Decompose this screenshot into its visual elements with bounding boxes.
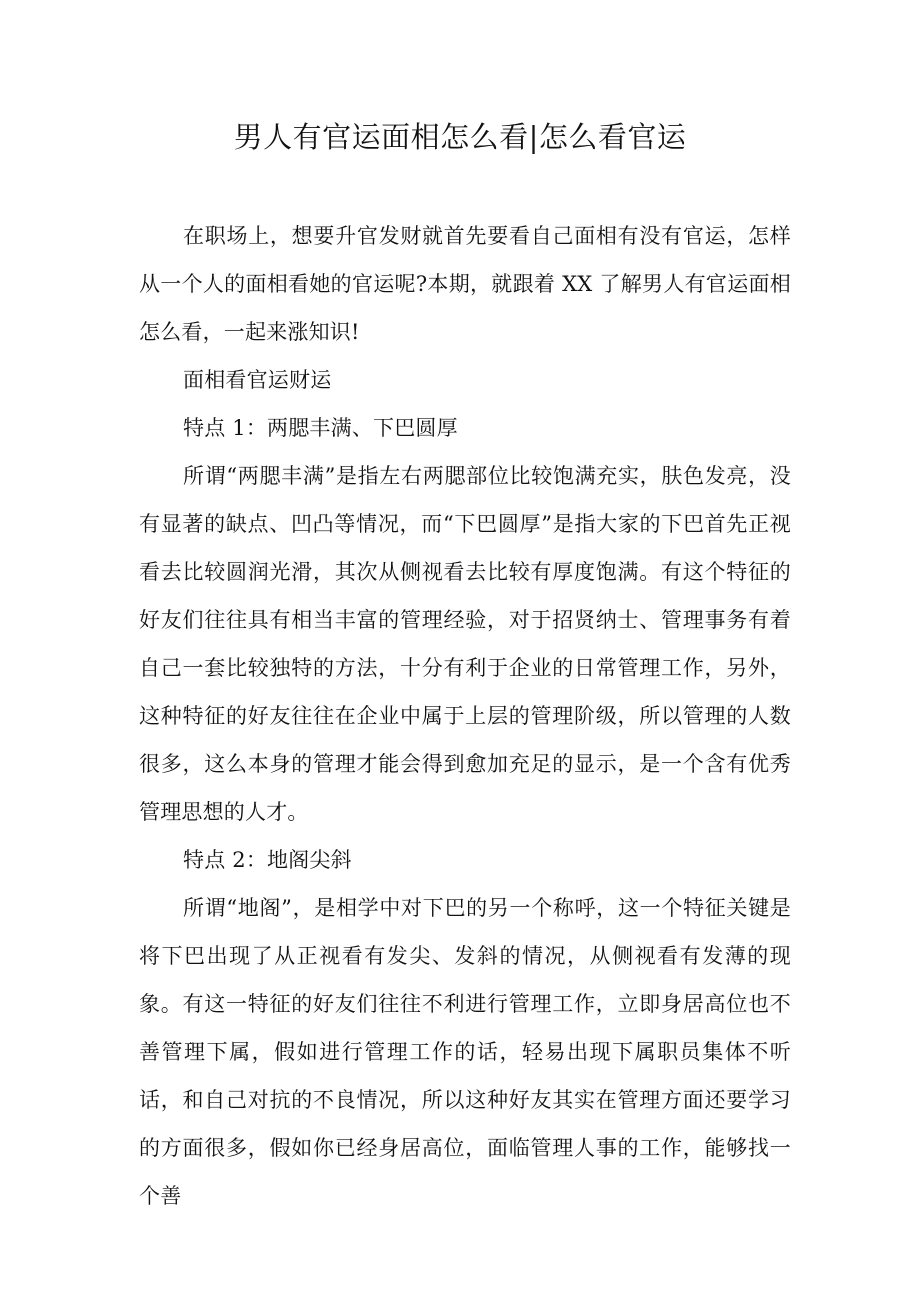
section-heading: 面相看官运财运 [183, 368, 332, 392]
feature-2-heading: 特点 2：地阁尖斜 [183, 848, 352, 872]
feature-1-description: 所谓“两腮丰满”是指左右两腮部位比较饱满充实，肤色发亮，没有显著的缺点、凹凸等情况，而“下巴圆厚”是指大家的下巴首先正视看去比较圆润光滑，其次从侧视看去比较有厚度饱满。有这个特征的好友们往往具有相当丰富的管理经验，对于招贤纳士、管理事务有着自己一套比较独特的方法，十分有利于企业的日常管理工作，另外，这种特征的好友往往在企业中属于上层的管理阶级，所以管理的人数很多，这么本身的管理才能会得到愈加充足的显示，是一个含有优秀管理思想的人才。 [139, 464, 791, 824]
paragraph-intro: 在职场上，想要升官发财就首先要看自己面相有没有官运，怎样从一个人的面相看她的官运呢?本期，就跟着 XX 了解男人有官运面相怎么看，一起来涨知识! [139, 224, 791, 344]
feature-2-description: 所谓“地阁”，是相学中对下巴的另一个称呼，这一个特征关键是将下巴出现了从正视看有发尖、发斜的情况，从侧视看有发薄的现象。有这一特征的好友们往往不利进行管理工作，立即身居高位也不善管理下属，假如进行管理工作的话，轻易出现下属职员集体不听话，和自己对抗的不良情况，所以这种好友其实在管理方面还要学习的方面很多，假如你已经身居高位，面临管理人事的工作，能够找一个善 [139, 896, 791, 1208]
feature-1-heading: 特点 1：两腮丰满、下巴圆厚 [183, 416, 458, 440]
document-body [139, 212, 791, 1220]
document-title: 男人有官运面相怎么看|怎么看官运 [233, 120, 687, 154]
